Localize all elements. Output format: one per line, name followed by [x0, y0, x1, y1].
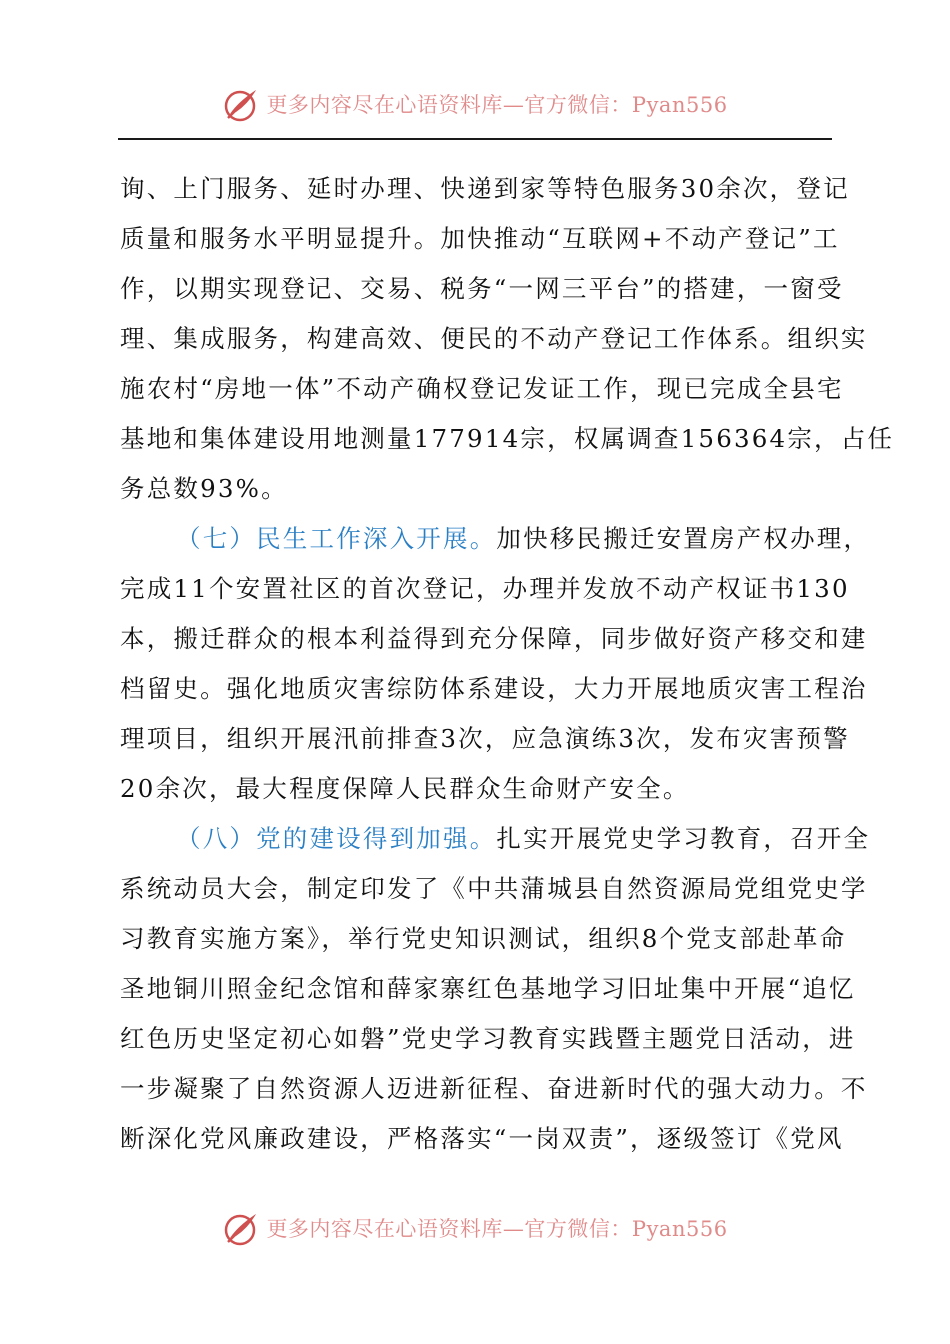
text-line: 理项目，组织开展汛前排查3次，应急演练3次，发布灾害预警: [120, 724, 850, 753]
text-line: 红色历史坚定初心如磐”党史学习教育实践暨主题党日活动，进: [120, 1024, 856, 1053]
watermark-banner-top: [0, 82, 950, 126]
text-line: 质量和服务水平明显提升。加快推动“互联网+不动产登记”工: [120, 224, 840, 253]
text-line: 一步凝聚了自然资源人迈进新征程、奋进新时代的强大动力。不: [120, 1074, 868, 1103]
section-heading: （七）民生工作深入开展。: [176, 524, 497, 553]
text-run: 扎实开展党史学习教育，召开全: [496, 824, 871, 853]
header-rule: [118, 138, 832, 140]
text-line: 作，以期实现登记、交易、税务“一网三平台”的搭建，一窗受: [120, 274, 844, 303]
text-line: 20余次，最大程度保障人民群众生命财产安全。: [120, 774, 690, 803]
text-line: 施农村“房地一体”不动产确权登记发证工作，现已完成全县宅: [120, 374, 844, 403]
text-line: 圣地铜川照金纪念馆和薛家寨红色基地学习旧址集中开展“追忆: [120, 974, 856, 1003]
text-line: 询、上门服务、延时办理、快递到家等特色服务30余次，登记: [120, 174, 850, 203]
text-line: 习教育实施方案》，举行党史知识测试，组织8个党支部赴革命: [120, 924, 847, 953]
text-line: 基地和集体建设用地测量177914宗，权属调查156364宗，占任: [120, 424, 895, 453]
text-line: 本，搬迁群众的根本利益得到充分保障，同步做好资产移交和建: [120, 624, 868, 653]
paragraph-first-line: [120, 514, 871, 564]
text-line: 档留史。强化地质灾害综防体系建设，大力开展地质灾害工程治: [120, 674, 868, 703]
text-line: 理、集成服务，构建高效、便民的不动产登记工作体系。组织实: [120, 324, 868, 353]
quill-logo-icon: [222, 84, 262, 124]
text-run: 加快移民搬迁安置房产权办理，: [496, 524, 871, 553]
paragraph-first-line: [120, 814, 871, 864]
quill-logo-icon: [222, 1208, 262, 1248]
watermark-banner-bottom: [0, 1206, 950, 1250]
text-line: 断深化党风廉政建设，严格落实“一岗双责”，逐级签订《党风: [120, 1124, 844, 1153]
section-heading: （八）党的建设得到加强。: [176, 824, 497, 853]
text-line: 务总数93%。: [120, 474, 288, 503]
text-line: 完成11个安置社区的首次登记，办理并发放不动产权证书130: [120, 574, 850, 603]
document-body: [120, 164, 895, 1164]
text-line: 系统动员大会，制定印发了《中共蒲城县自然资源局党组党史学: [120, 874, 868, 903]
watermark-text: 更多内容尽在心语资料库—官方微信：Pyan556: [266, 1217, 728, 1241]
watermark-text: 更多内容尽在心语资料库—官方微信：Pyan556: [266, 93, 728, 117]
